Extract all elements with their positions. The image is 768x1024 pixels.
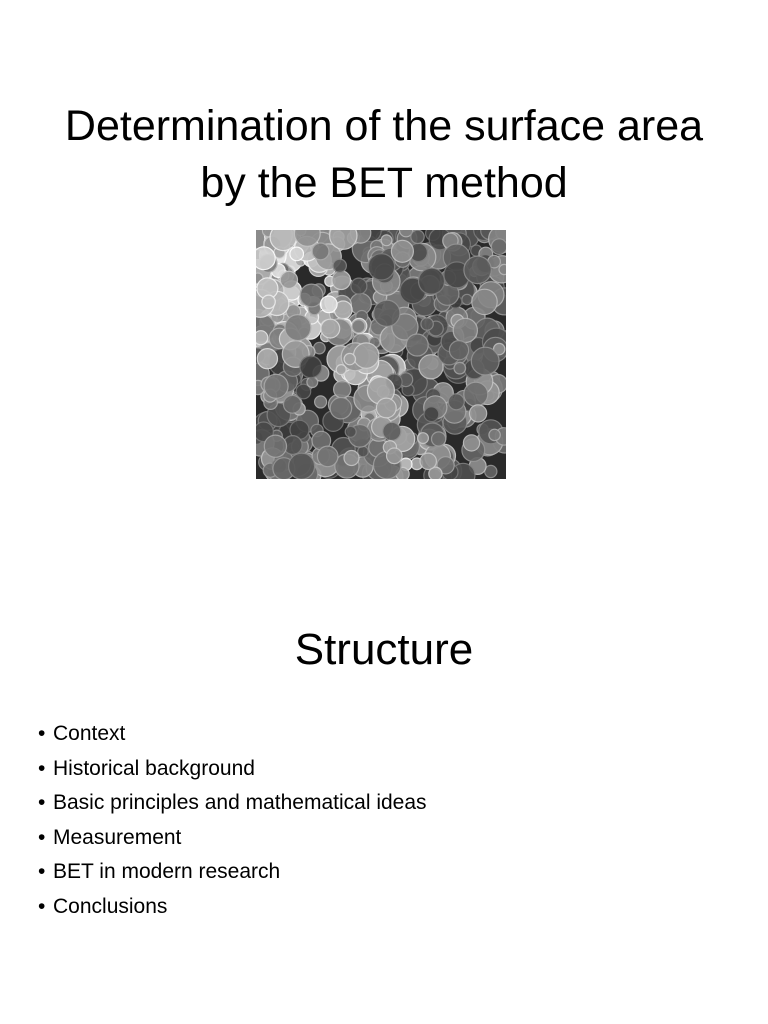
- slide-structure: [0, 512, 768, 1024]
- structure-heading: Structure: [294, 625, 474, 674]
- bullet-text: Historical background: [53, 756, 255, 780]
- bullet-text: Basic principles and mathematical ideas: [53, 791, 427, 815]
- sem-micrograph-image: [256, 230, 506, 479]
- slide-title-heading: Determination of the surface area by the BET method: [64, 102, 704, 207]
- structure-bullet-item: [38, 717, 427, 752]
- bullet-text: Measurement: [53, 825, 182, 849]
- structure-bullet-item: [38, 752, 427, 787]
- bullet-dot: •: [38, 825, 46, 849]
- structure-bullet-item: [38, 786, 427, 821]
- structure-bullet-list: [38, 717, 427, 925]
- structure-bullet-item: [38, 821, 427, 856]
- bullet-dot: •: [38, 894, 46, 918]
- bullet-text: Context: [53, 722, 126, 745]
- bullet-dot: •: [38, 791, 46, 815]
- bullet-dot: •: [38, 722, 46, 745]
- sem-micrograph-icon: [256, 230, 506, 479]
- bullet-dot: •: [38, 860, 46, 884]
- structure-bullet-item: [38, 890, 427, 925]
- bullet-dot: •: [38, 756, 46, 780]
- bullet-text: Conclusions: [53, 894, 168, 918]
- structure-bullet-item: [38, 855, 427, 890]
- bullet-text: BET in modern research: [53, 860, 281, 884]
